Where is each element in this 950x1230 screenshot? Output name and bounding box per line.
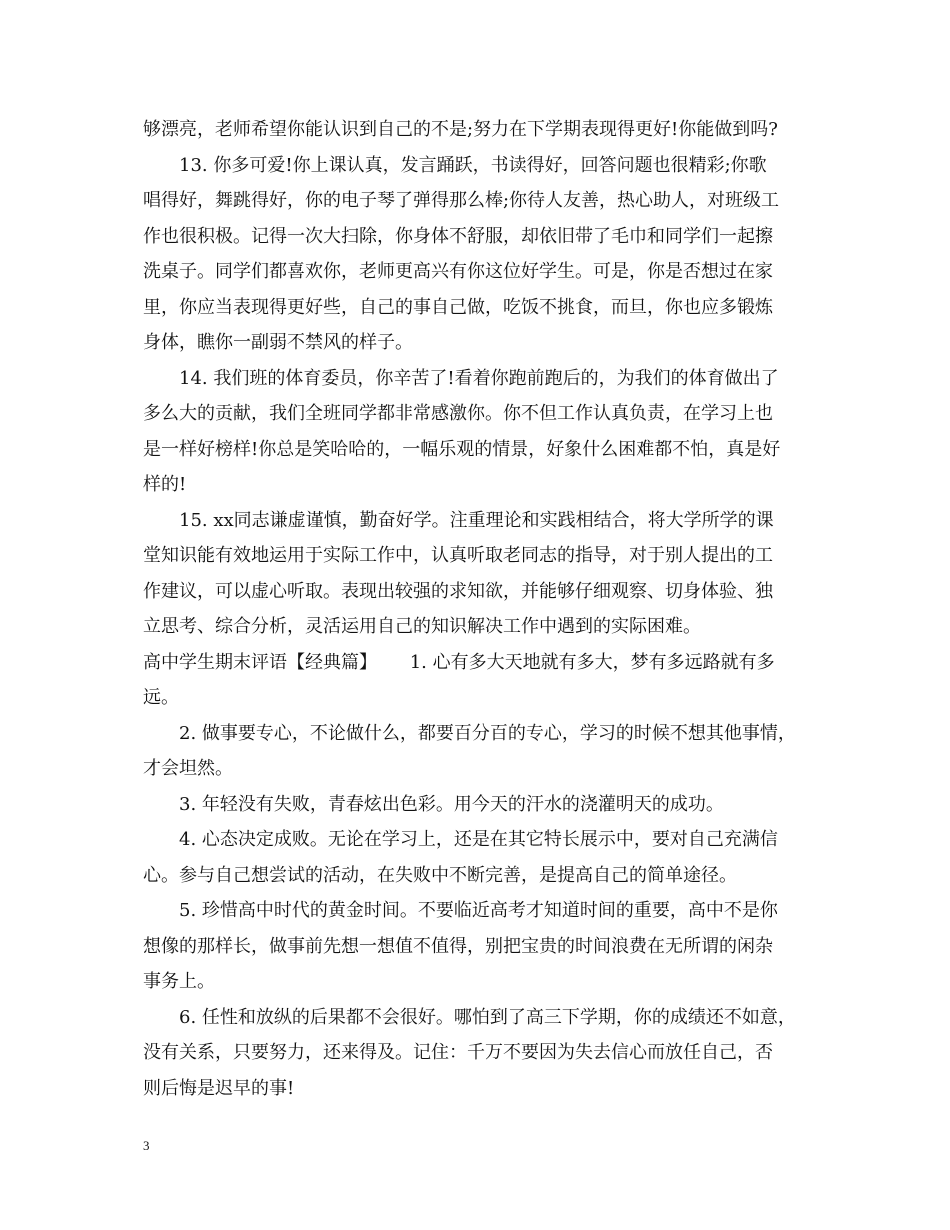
text-line: 洗桌子。同学们都喜欢你，老师更高兴有你这位好学生。可是，你是否想过在家 xyxy=(143,261,773,282)
text-line: 14. 我们班的体育委员，你辛苦了!看着你跑前跑后的，为我们的体育做出了 xyxy=(179,367,779,389)
text-line: 唱得好，舞跳得好，你的电子琴了弹得那么棒;你待人友善，热心助人，对班级工 xyxy=(143,190,780,211)
text-line: 13. 你多可爱!你上课认真，发言踊跃，书读得好，回答问题也很精彩;你歌 xyxy=(179,154,767,176)
text-line: 5. 珍惜高中时代的黄金时间。不要临近高考才知道时间的重要，高中不是你 xyxy=(179,900,778,921)
text-line: 15. xx同志谦虚谨慎，勤奋好学。注重理论和实践相结合，将大学所学的课 xyxy=(179,509,774,531)
text-line: 没有关系，只要努力，还来得及。记住：千万不要因为失去信心而放任自己，否 xyxy=(143,1042,773,1063)
text-line: 立思考、综合分析，灵活运用自己的知识解决工作中遇到的实际困难。 xyxy=(143,616,701,637)
text-line: 高中学生期末评语【经典篇】 1. 心有多大天地就有多大，梦有多远路就有多 xyxy=(143,651,775,673)
text-line: 够漂亮，老师希望你能认识到自己的不是;努力在下学期表现得更好!你能做到吗? xyxy=(143,119,778,140)
text-line: 身体，瞧你一副弱不禁风的样子。 xyxy=(143,332,413,353)
text-line: 作也很积极。记得一次大扫除，你身体不舒服，却依旧带了毛巾和同学们一起擦 xyxy=(143,225,773,247)
text-line: 多么大的贡献，我们全班同学都非常感激你。你不但工作认真负责，在学习上也 xyxy=(143,403,773,424)
text-line: 心。参与自己想尝试的活动，在失败中不断完善，是提高自己的简单途径。 xyxy=(143,864,737,886)
page-number: 3 xyxy=(143,1138,150,1153)
text-line: 样的! xyxy=(143,474,187,495)
text-line: 4. 心态决定成败。无论在学习上，还是在其它特长展示中，要对自己充满信 xyxy=(179,829,778,850)
text-line: 2. 做事要专心，不论做什么，都要百分百的专心，学习的时候不想其他事情， xyxy=(179,722,796,744)
text-line: 远。 xyxy=(143,687,179,708)
text-line: 想像的那样长，做事前先想一想值不值得，别把宝贵的时间浪费在无所谓的闲杂 xyxy=(143,935,773,957)
text-line: 堂知识能有效地运用于实际工作中，认真听取老同志的指导，对于别人提出的工 xyxy=(143,545,773,566)
text-line: 里，你应当表现得更好些，自己的事自己做，吃饭不挑食，而旦，你也应多锻炼 xyxy=(143,296,773,318)
text-line: 事务上。 xyxy=(143,971,215,992)
text-line: 才会坦然。 xyxy=(143,758,233,779)
text-line: 是一样好榜样!你总是笑哈哈的，一幅乐观的情景，好象什么困难都不怕，真是好 xyxy=(143,438,781,460)
text-line: 3. 年轻没有失败，青春炫出色彩。用今天的汗水的浇灌明天的成功。 xyxy=(179,793,724,815)
text-line: 作建议，可以虚心听取。表现出较强的求知欲，并能够仔细观察、切身体验、独 xyxy=(143,580,773,602)
body-text xyxy=(143,112,813,1106)
text-line: 则后悔是迟早的事! xyxy=(143,1077,295,1099)
text-line: 6. 任性和放纵的后果都不会很好。哪怕到了高三下学期，你的成绩还不如意， xyxy=(179,1006,796,1028)
